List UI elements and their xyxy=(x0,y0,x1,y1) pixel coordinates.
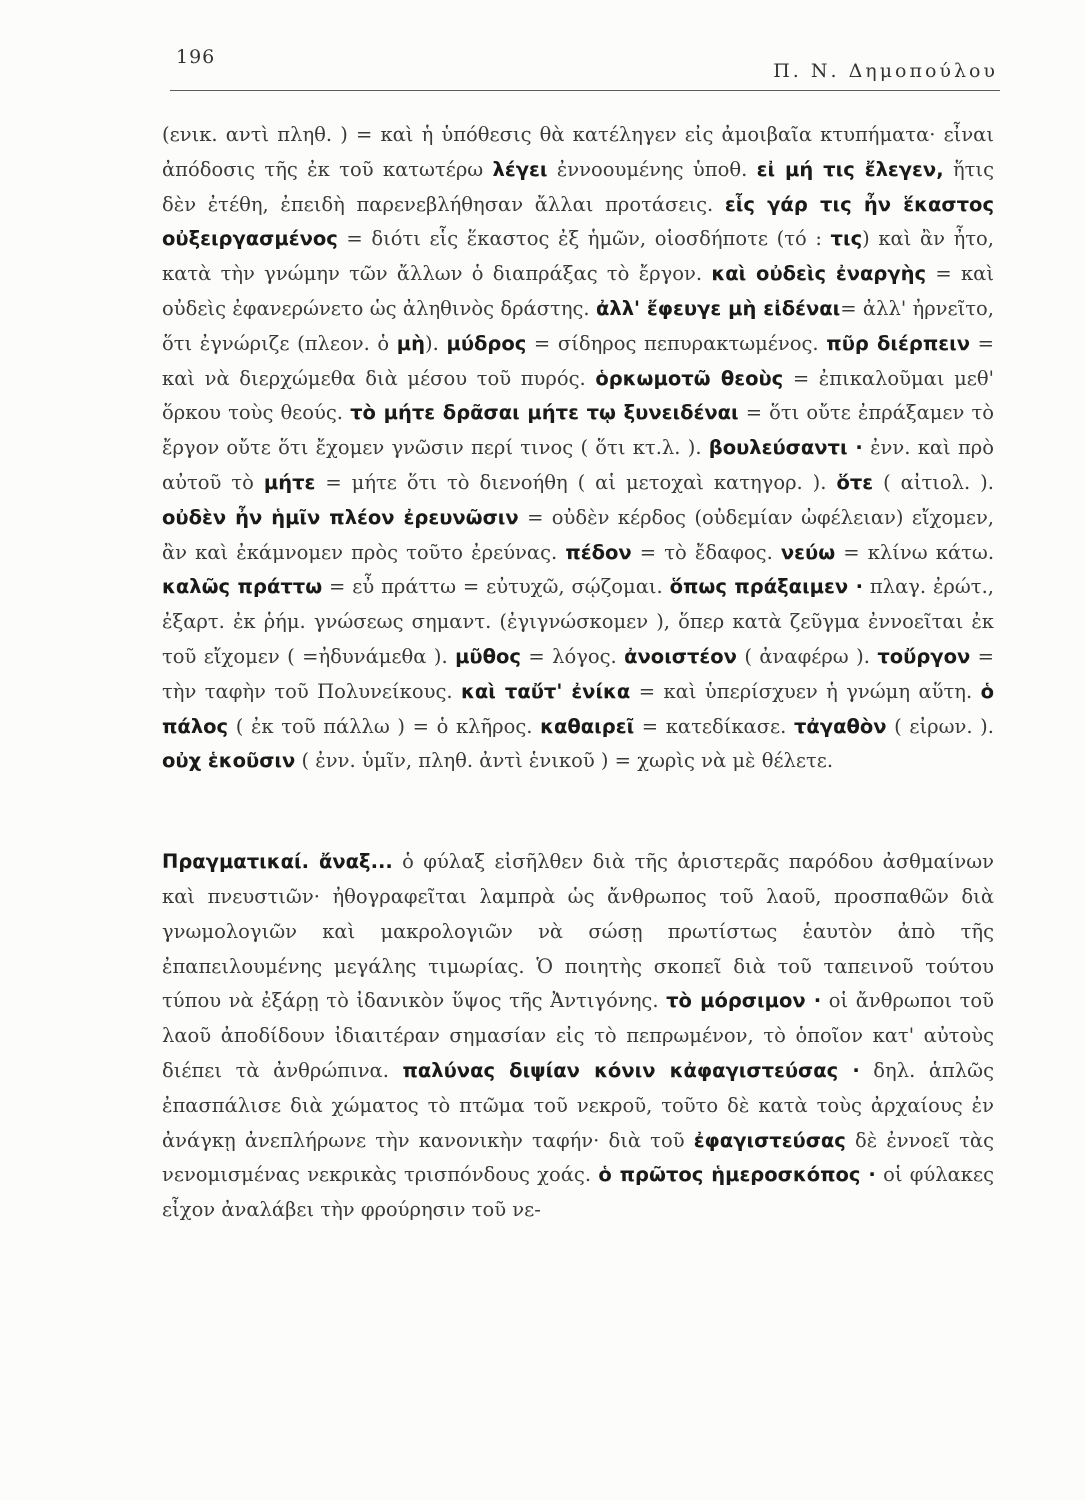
gloss-text: δηλ. ἁπλῶς ἐπασπάλισε διὰ χώματος τὸ πτῶμα τοῦ νεκροῦ, τοῦτο δὲ κατὰ τοὺς ἀρχαίους ἐν ἀνάγκῃ ἀνεπλήρωνε τὴν κανονικὴν ταφήν· διὰ τοῦ xyxy=(162,1058,994,1152)
lemma-term: ἀλλ' ἔφευγε μὴ εἰδέναι xyxy=(595,296,841,320)
gloss-text: ( εἰρων. ). xyxy=(886,714,994,738)
lemma-term: πῦρ διέρπειν xyxy=(826,331,971,355)
gloss-text: = οὐδὲν κέρδος (οὐδεμίαν ὠφέλειαν) εἴχομεν, ἂν καὶ ἐκάμνομεν πρὸς τοῦτο ἐρεύνας. xyxy=(162,505,995,564)
lemma-term: τἀγαθὸν xyxy=(793,714,887,738)
lemma-term: μῦθος xyxy=(455,644,521,668)
gloss-text: πλαγ. ἐρώτ., ἐξαρτ. ἐκ ῥήμ. γνώσεως σημαντ. (ἐγιγνώσκομεν ), ὅπερ κατὰ ζεῦγμα ἐννοεῖται ἐκ τοῦ εἴχομεν ( =ἠδυνάμεθα ). xyxy=(162,575,994,668)
lemma-term: μύδρος xyxy=(446,331,527,355)
gloss-text: οἱ ἄνθρωποι τοῦ λαοῦ ἀποδίδουν ἰδιαιτέραν σημασίαν εἰς τὸ πεπρωμένον, τὸ ὁποῖον κατ' αὐτοὺς διέπει τὰ ἀνθρώπινα. xyxy=(162,989,994,1082)
running-head: Π. Ν. Δημοπούλου xyxy=(773,60,998,82)
lemma-term: τοὔργον xyxy=(877,644,971,668)
gloss-text: = μήτε ὅτι τὸ διενοήθη ( αἱ μετοχαὶ κατηγορ. ). xyxy=(315,470,837,494)
lemma-term: καθαιρεῖ xyxy=(540,714,635,738)
gloss-text: ). xyxy=(425,331,447,355)
lemma-term: ὅτε xyxy=(836,470,874,494)
lemma-term: οὐχ ἑκοῦσιν xyxy=(162,749,296,773)
gloss-text: ( ἐνν. ὑμῖν, πληθ. ἀντὶ ἑνικοῦ ) = χωρὶς νὰ μὲ θέλετε. xyxy=(295,749,834,773)
gloss-text: = λόγος. xyxy=(520,644,625,668)
gloss-text: = ἀλλ' ἠρνεῖτο, ὅτι ἐγνώριζε (πλεον. ὁ xyxy=(162,296,994,355)
lemma-term: εἷς γάρ τις ἦν ἕκαστος οὐξειργασμένος xyxy=(162,192,995,251)
page-number: 196 xyxy=(176,46,216,68)
gloss-text: οἱ φύλακες εἶχον ἀναλάβει τὴν φρούρησιν τοῦ νε- xyxy=(162,1163,994,1222)
gloss-text: ( αἰτιολ. ). xyxy=(873,470,994,494)
gloss-text: = εὖ πράττω = εὐτυχῶ, σῴζομαι. xyxy=(322,575,670,599)
lemma-term: ἐφαγιστεύσας xyxy=(693,1128,846,1152)
lemma-term: νεύω xyxy=(780,540,836,564)
gloss-text: ἥτις δὲν ἐτέθη, ἐπειδὴ παρενεβλήθησαν ἄλλαι προτάσεις. xyxy=(162,157,994,216)
lemma-term: ὁρκωμοτῶ θεοὺς xyxy=(595,366,784,390)
gloss-text: = κλίνω κάτω. xyxy=(835,540,995,564)
gloss-text: = κατεδίκασε. xyxy=(634,714,794,738)
lemma-term: πέδον xyxy=(565,540,632,564)
gloss-text: (ενικ. αντὶ πληθ. ) = καὶ ἡ ὑπόθεσις θὰ κατέληγεν εἰς ἀμοιβαῖα κτυπήματα· εἶναι ἀπόδοσις τῆς ἐκ τοῦ κατωτέρω xyxy=(162,123,994,181)
lemma-term: ὁ πάλος xyxy=(162,679,994,738)
gloss-text: ) καὶ ἂν ἦτο, κατὰ τὴν γνώμην τῶν ἄλλων ὁ διαπράξας τὸ ἔργον. xyxy=(162,227,994,286)
lemma-term: Πραγματικαί. ἄναξ... xyxy=(162,850,393,874)
page-body xyxy=(162,118,994,1228)
gloss-text: = ἐπικαλοῦμαι μεθ' ὅρκου τοὺς θεούς. xyxy=(162,366,994,425)
lemma-term: καὶ οὐδεὶς ἐναργὴς xyxy=(711,262,927,286)
lemma-term: τὸ μήτε δρᾶσαι μήτε τῳ ξυνειδέναι xyxy=(350,401,739,425)
gloss-text: = τὴν ταφὴν τοῦ Πολυνείκους. xyxy=(162,644,994,703)
gloss-text: = ὅτι οὔτε ἐπράξαμεν τὸ ἔργον οὔτε ὅτι ἔχομεν γνῶσιν περί τινος ( ὅτι κτ.λ. ). xyxy=(162,401,994,460)
gloss-text: = καὶ οὐδεὶς ἐφανερώνετο ὡς ἀληθινὸς δράστης. xyxy=(162,262,994,320)
lemma-term: τὸ μόρσιμον · xyxy=(666,989,822,1013)
lemma-term: ὁ πρῶτος ἡμεροσκόπος · xyxy=(598,1163,876,1187)
gloss-text: = καὶ νὰ διερχώμεθα διὰ μέσου τοῦ πυρός. xyxy=(162,331,994,390)
lemma-term: βουλεύσαντι · xyxy=(708,436,863,460)
gloss-text: = διότι εἷς ἕκαστος ἐξ ἡμῶν, οἱοσδήποτε (τό : xyxy=(337,227,831,251)
lemma-term: παλύνας διψίαν κόνιν κἀφαγιστεύσας · xyxy=(402,1058,860,1082)
lemma-term: καλῶς πράττω xyxy=(162,575,323,599)
gloss-text: ἐνν. καὶ πρὸ αὐτοῦ τὸ xyxy=(162,436,994,494)
gloss-text: = καὶ ὑπερίσχυεν ἡ γνώμη αὕτη. xyxy=(630,679,981,703)
gloss-text: ( ἀναφέρω ). xyxy=(736,644,878,668)
page-header xyxy=(170,40,1000,91)
lemma-term: εἰ μή τις ἔλεγεν, xyxy=(756,157,944,181)
lemma-term: ὅπως πράξαιμεν · xyxy=(669,575,864,599)
gloss-text: δὲ ἐννοεῖ τὰς νενομισμένας νεκρικὰς τρισπόνδους χοάς. xyxy=(162,1128,994,1187)
lemma-term: καὶ ταὔτ' ἐνίκα xyxy=(461,679,631,703)
lemma-term: οὐδὲν ἦν ἡμῖν πλέον ἐρευνῶσιν xyxy=(162,505,519,529)
lemma-term: μὴ xyxy=(396,331,426,355)
commentary-paragraph xyxy=(162,118,994,779)
lemma-term: μήτε xyxy=(263,470,316,494)
lemma-term: λέγει xyxy=(492,157,548,181)
realia-paragraph xyxy=(162,845,994,1228)
lemma-term: τις xyxy=(830,227,863,251)
gloss-text: = σίδηρος πεπυρακτωμένος. xyxy=(526,331,827,355)
gloss-text: ἐννοουμένης ὑποθ. xyxy=(547,157,757,181)
gloss-text: ὁ φύλαξ εἰσῆλθεν διὰ τῆς ἀριστερᾶς παρόδου ἀσθμαίνων καὶ πνευστιῶν· ἠθογραφεῖται λαμπρὰ ὡς ἄνθρωπος τοῦ λαοῦ, προσπαθῶν διὰ γνωμολογιῶν καὶ μακρολογιῶν νὰ σώσῃ πρωτίστως ἑαυτὸν ἀπὸ τῆς ἐπαπειλουμένης μεγάλης τιμωρίας. Ὁ ποιητὴς σκοπεῖ διὰ τοῦ ταπεινοῦ τούτου τύπου νὰ ἐξάρῃ τὸ ἰδανικὸν ὕψος τῆς Ἀντιγόνης. xyxy=(162,850,994,1013)
gloss-text: ( ἐκ τοῦ πάλλω ) = ὁ κλῆρος. xyxy=(228,714,541,738)
lemma-term: ἀνοιστέον xyxy=(624,644,737,668)
gloss-text: = τὸ ἔδαφος. xyxy=(631,540,781,564)
